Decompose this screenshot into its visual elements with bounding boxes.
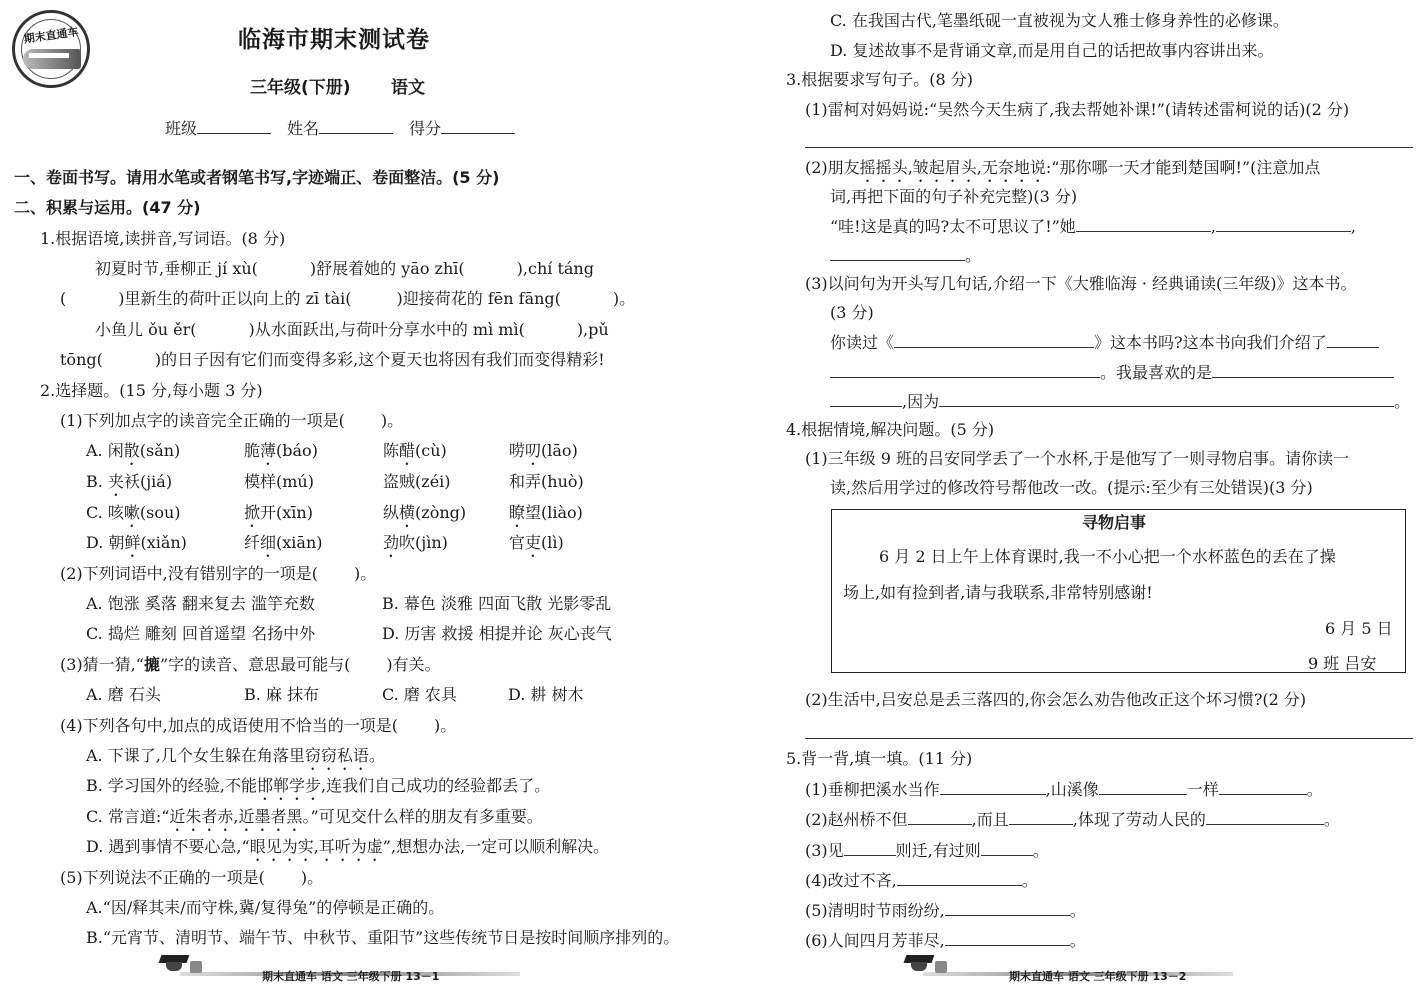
q2-2-option-b: B. 幕色 淡雅 四面飞散 光影零乱 <box>382 594 612 613</box>
q2-2-text: (2)下列词语中,没有错别字的一项是( <box>60 564 318 583</box>
q3-2-line-3 <box>830 215 1356 238</box>
q2-3-text: ”字的读音、意思最可能与( <box>159 655 351 674</box>
q2-1-option-cell <box>86 502 181 531</box>
logo-text: 期末直通车 <box>22 25 80 46</box>
q2-1-option-cell <box>86 532 187 561</box>
q2-5-text: )。 <box>300 868 324 887</box>
q2-2-option-c: C. 捣烂 雕刻 回首遥望 名扬中外 <box>86 624 316 643</box>
q5-blank[interactable] <box>945 929 1070 946</box>
score-blank[interactable] <box>441 117 515 134</box>
q1-text: ),pǔ <box>576 320 609 339</box>
q5-text: 。 <box>1306 780 1323 799</box>
q2-4-idiom: 近朱者赤,近墨者黑 <box>169 807 303 826</box>
q2-4-text: (4)下列各句中,加点的成语使用不恰当的一项是( <box>60 716 398 735</box>
q3-3-line-5 <box>830 390 1410 413</box>
q2-1-option-cell <box>509 471 584 500</box>
q2-1-option-text: (sǎn) <box>139 441 181 460</box>
q2-1-dotted-char: 薄 <box>260 441 277 460</box>
q2-1-option-text: 和 <box>509 472 526 491</box>
q5-blank[interactable] <box>1219 778 1307 795</box>
q2-1-dotted-char: 劲 <box>383 533 400 552</box>
q2-3-text: (3)猜一猜,“ <box>60 655 144 674</box>
q3-3-blank[interactable] <box>939 390 1394 407</box>
q2-1-option-text: B. <box>86 472 108 491</box>
q2-3-option-d: D. 耕 树木 <box>508 685 584 704</box>
q2-4-text: C. 常言道:“ <box>86 807 170 826</box>
q5-text: 。 <box>1032 841 1049 860</box>
q2-4-option-d <box>86 836 609 865</box>
q2-1-option-text: 样(mú) <box>260 472 314 491</box>
q1-text: )迎接荷花的 fēn fāng( <box>396 289 561 308</box>
q1-text: 小鱼儿 ǒu ěr( <box>95 320 197 339</box>
q2-1-option-cell <box>383 532 448 561</box>
q2-1-option-text: 盗 <box>383 472 400 491</box>
q3-3-text: 》这本书吗?这本书向我们介绍了 <box>1094 333 1327 352</box>
q3-3-text: 。我最喜欢的是 <box>1100 363 1213 382</box>
q2-1-dotted-char: 吏 <box>525 533 542 552</box>
q1-text: )。 <box>612 289 636 308</box>
notice-body-line-2: 场上,如有捡到者,请与我联系,非常特别感谢! <box>843 583 1153 602</box>
q2-1-dotted-char: 鲜 <box>124 533 141 552</box>
q1-line-2 <box>60 288 635 310</box>
q5-text: (1)垂柳把溪水当作 <box>805 780 940 799</box>
q5-blank[interactable] <box>1206 808 1324 825</box>
q2-5-option-d: D. 复述故事不是背诵文章,而是用自己的话把故事内容讲出来。 <box>830 41 1274 60</box>
q5-5 <box>805 899 1086 922</box>
q5-blank[interactable] <box>940 778 1046 795</box>
q2-4-option-a <box>86 745 385 774</box>
q5-text: (6)人间四月芳菲尽, <box>805 931 945 950</box>
q2-4-idiom: 窃窃私语 <box>304 746 369 765</box>
notice-signature: 9 班 吕安 <box>1308 654 1377 673</box>
q3-2-text: , <box>1350 217 1356 236</box>
q2-1-dotted-char: 瞭 <box>509 503 526 522</box>
class-field <box>165 117 271 140</box>
q2-1-option-cell <box>383 440 447 469</box>
page-footer-left: 期末直通车 语文 三年级下册 13－1 <box>262 970 440 983</box>
exam-title: 临海市期末测试卷 <box>238 27 430 53</box>
subject-label: 语文 <box>391 78 425 98</box>
q2-1-dotted-char: 细 <box>260 533 277 552</box>
q3-3-blank[interactable] <box>1327 331 1379 348</box>
q2-1-option-text: 官 <box>509 533 526 552</box>
q2-4-text: A. 下课了,几个女生躲在角落里 <box>86 746 305 765</box>
q2-4-idiom: 邯郸学步 <box>257 776 322 795</box>
q2-1-dotted-char: 醋 <box>399 441 416 460</box>
q1-line-4 <box>60 349 605 371</box>
q2-1-option-text: (báo) <box>276 441 318 460</box>
q2-heading: 2.选择题。(15 分,每小题 3 分) <box>40 381 263 400</box>
q5-text: 。 <box>1323 810 1340 829</box>
q2-1-option-cell <box>244 440 318 469</box>
q2-1-option-text: 纤 <box>244 533 261 552</box>
q2-1-option-text: 开(xīn) <box>260 503 313 522</box>
q3-1-stem: (1)雷柯对妈妈说:“吴然今天生病了,我去帮她补课!”(请转述雷柯说的话)(2 分) <box>805 100 1350 119</box>
q3-2-stem <box>805 157 1320 186</box>
q2-1-option-text: 纵 <box>383 503 400 522</box>
q2-1-option-text: (xiǎn) <box>140 533 187 552</box>
q2-4-text: 。 <box>368 746 385 765</box>
q2-1-option-text: 唠 <box>509 441 526 460</box>
q3-2-blank[interactable] <box>1216 215 1351 232</box>
q2-1-option-cell <box>383 471 451 500</box>
q3-3-text: ,因为 <box>902 392 940 411</box>
score-label: 得分 <box>409 119 442 138</box>
graduation-cap-icon <box>160 955 188 975</box>
q2-1-option-cell <box>244 471 314 500</box>
q2-4-stem <box>60 715 456 737</box>
q2-1-option-cell <box>509 440 578 469</box>
q5-text: ,体现了劳动人民的 <box>1072 810 1206 829</box>
q2-1-option-text: (sou) <box>139 503 181 522</box>
q2-2-option-a: A. 饱涨 奚落 翻来复去 滥竽充数 <box>86 594 315 613</box>
class-blank[interactable] <box>197 117 271 134</box>
q5-blank[interactable] <box>1009 808 1073 825</box>
q3-3-stem: (3)以问句为开头写几句话,介绍一下《大雅临海 · 经典诵读(三年级)》这本书。 <box>805 274 1357 293</box>
q5-6 <box>805 929 1086 952</box>
q5-text: (2)赵州桥不但 <box>805 810 908 829</box>
q1-line-3 <box>95 319 609 341</box>
q2-4-idiom: 眼见为实,耳听为虚 <box>249 837 383 856</box>
score-field <box>409 117 515 140</box>
q3-2-text: (2)朋友 <box>805 158 860 177</box>
q5-text: (5)清明时节雨纷纷, <box>805 901 945 920</box>
q2-1-option-text: 望(liào) <box>525 503 583 522</box>
q2-1-text: (1)下列加点字的读音完全正确的一项是( <box>60 411 345 430</box>
q1-text: )的日子因有它们而变得多彩,这个夏天也将因有我们而变得精彩! <box>154 350 605 369</box>
q2-4-text: ,连我们自己成功的经验都丢了。 <box>321 776 551 795</box>
q1-text: )舒展着她的 yāo zhī( <box>309 259 465 278</box>
q2-1-option-cell <box>244 502 313 531</box>
q5-2 <box>805 808 1340 831</box>
q3-3-stem-line-2: (3 分) <box>830 303 874 322</box>
q1-text: )里新生的荷叶正以向上的 zī tài( <box>118 289 352 308</box>
q5-text: 。 <box>1069 901 1086 920</box>
q2-2-text: )。 <box>354 564 377 583</box>
q2-1-option-cell <box>244 532 323 561</box>
notice-title: 寻物启事 <box>1082 513 1147 532</box>
q3-2-text: , <box>1210 217 1216 236</box>
q2-4-option-b <box>86 775 550 804</box>
q2-1-option-text: (zòng) <box>415 503 467 522</box>
page-footer-right: 期末直通车 语文 三年级下册 13－2 <box>1009 970 1187 983</box>
q2-1-dotted-char: 掀 <box>244 503 261 522</box>
q2-3-option-b: B. 麻 抹布 <box>244 685 320 704</box>
q2-3-option-c: C. 磨 农具 <box>382 685 457 704</box>
q2-5-option-b: B.“元宵节、清明节、端午节、中秋节、重阳节”这些传统节日是按时间顺序排列的。 <box>86 928 680 947</box>
q5-blank[interactable] <box>945 899 1070 916</box>
q3-3-blank[interactable] <box>894 331 1094 348</box>
q3-3-blank[interactable] <box>830 390 902 407</box>
q2-1-option-cell <box>86 471 172 500</box>
q5-text: ,山溪像 <box>1045 780 1099 799</box>
q3-1-answer-line[interactable] <box>805 147 1413 148</box>
q2-4-option-c <box>86 806 543 835</box>
q2-5-text: (5)下列说法不正确的一项是( <box>60 868 265 887</box>
q2-5-option-c: C. 在我国古代,笔墨纸砚一直被视为文人雅士修身养性的必修课。 <box>830 11 1289 30</box>
q5-blank[interactable] <box>897 869 1022 886</box>
q2-3-text: )有关。 <box>386 655 441 674</box>
q2-1-option-text: 袄(jiá) <box>123 472 173 491</box>
q5-4 <box>805 869 1038 892</box>
q4-2-answer-line[interactable] <box>805 738 1413 739</box>
q3-2-stem-line-2: 词,再把下面的句子补充完整)(3 分) <box>830 187 1078 206</box>
q2-1-option-text: (lāo) <box>541 441 578 460</box>
q3-3-text: 。 <box>1394 392 1411 411</box>
q3-3-line-4 <box>830 361 1394 384</box>
train-icon <box>23 49 81 69</box>
q2-1-option-text: 陈 <box>383 441 400 460</box>
q2-1-dotted-char: 夹 <box>107 472 124 491</box>
q2-1-dotted-char: 散 <box>123 441 140 460</box>
q3-2-text: :“那你哪一天才能到楚国啊!”(注意加点 <box>1045 158 1321 177</box>
q1-heading: 1.根据语境,读拼音,写词语。(8 分) <box>40 229 286 248</box>
section-2-heading: 二、积累与运用。(47 分) <box>14 198 201 217</box>
q2-1-dotted-char: 嗽 <box>123 503 140 522</box>
q2-2-option-d: D. 历害 救援 相提并论 灰心丧气 <box>382 624 612 643</box>
q2-1-option-text: 吹(jìn) <box>399 533 448 552</box>
gift-icon <box>190 961 202 973</box>
q1-text: ),chí táng <box>516 259 594 278</box>
q2-1-option-text: C. 咳 <box>86 503 124 522</box>
q1-line-1 <box>95 258 594 280</box>
q2-1-dotted-char: 叨 <box>525 441 542 460</box>
q3-heading: 3.根据要求写句子。(8 分) <box>786 70 974 89</box>
right-page <box>713 0 1426 1000</box>
q3-3-line-3 <box>830 331 1379 354</box>
name-label: 姓名 <box>287 119 320 138</box>
graduation-cap-icon <box>905 955 933 975</box>
q3-2-text: , <box>976 158 982 177</box>
q5-blank[interactable] <box>908 808 972 825</box>
class-label: 班级 <box>165 119 198 138</box>
grade-label: 三年级(下册) <box>250 78 351 98</box>
q5-text: (3)见 <box>805 841 844 860</box>
q2-1-option-cell <box>509 532 564 561</box>
q2-5-option-a: A.“因/释其耒/而守株,冀/复得兔”的停顿是正确的。 <box>86 898 445 917</box>
q2-1-text: )。 <box>380 411 404 430</box>
q2-1-option-text: (cù) <box>415 441 447 460</box>
q3-2-text: 。 <box>965 246 982 265</box>
q5-3 <box>805 839 1049 862</box>
q2-1-option-cell <box>86 440 180 469</box>
notice-date: 6 月 5 日 <box>1325 619 1393 638</box>
q5-text: 一样 <box>1186 780 1219 799</box>
q2-3-stem <box>60 654 441 676</box>
name-field <box>287 117 393 140</box>
q3-2-line-4 <box>830 244 981 267</box>
q1-text: )从水面跃出,与荷叶分享水中的 mì mì( <box>248 320 525 339</box>
q5-1 <box>805 778 1323 801</box>
q5-blank[interactable] <box>981 839 1033 856</box>
q2-2-stem <box>60 563 376 585</box>
q1-text: 初夏时节,垂柳正 jí xù( <box>95 259 258 278</box>
q3-2-blank[interactable] <box>1076 215 1211 232</box>
name-blank[interactable] <box>319 117 393 134</box>
q2-1-option-text: 脆 <box>244 441 261 460</box>
gift-icon <box>935 961 947 973</box>
q2-1-option-cell <box>383 502 466 531</box>
q3-3-blank[interactable] <box>1212 361 1394 378</box>
q3-2-dotted: 摇摇头 <box>859 158 908 177</box>
q2-1-dotted-char: 横 <box>399 503 416 522</box>
q2-1-option-text: (lì) <box>541 533 564 552</box>
q4-heading: 4.根据情境,解决问题。(5 分) <box>786 420 995 439</box>
q2-1-option-text: 弄(huò) <box>525 472 584 491</box>
q1-text: ( <box>60 289 67 308</box>
q5-text: ,而且 <box>971 810 1009 829</box>
q2-1-option-text: (xiān) <box>276 533 323 552</box>
q2-4-text: D. 遇到事情不要心急,“ <box>86 837 250 856</box>
q2-1-option-text: D. 朝 <box>86 533 125 552</box>
q1-text: tōng( <box>60 350 103 369</box>
q2-1-option-text: 贼(zéi) <box>399 472 451 491</box>
q3-2-blank[interactable] <box>830 244 965 261</box>
q5-heading: 5.背一背,填一填。(11 分) <box>786 749 973 768</box>
q5-text: 。 <box>1069 931 1086 950</box>
lost-notice-box <box>831 509 1406 673</box>
q3-2-text: , <box>907 158 913 177</box>
q3-2-dotted: 皱起眉头 <box>912 158 977 177</box>
q5-blank[interactable] <box>844 839 896 856</box>
q4-2-stem: (2)生活中,吕安总是丢三落四的,你会怎么劝告他改正这个坏习惯?(2 分) <box>805 690 1307 709</box>
q2-1-option-text: 模 <box>244 472 261 491</box>
q3-3-blank[interactable] <box>830 361 1100 378</box>
section-1-heading: 一、卷面书写。请用水笔或者钢笔书写,字迹端正、卷面整洁。(5 分) <box>14 168 500 187</box>
q2-1-option-cell <box>509 502 583 531</box>
q3-2-dotted: 无奈地说 <box>981 158 1046 177</box>
q2-5-stem <box>60 867 323 889</box>
q2-3-option-a: A. 磨 石头 <box>86 685 161 704</box>
q2-4-text: B. 学习国外的经验,不能 <box>86 776 258 795</box>
q2-1-stem <box>60 410 403 432</box>
q5-text: 。 <box>1021 871 1038 890</box>
q4-1-stem: (1)三年级 9 班的吕安同学丢了一个水杯,于是他写了一则寻物启事。请你读一 <box>805 449 1350 468</box>
q2-3-char: 摝 <box>143 655 160 674</box>
q2-1-option-text: A. 闲 <box>86 441 124 460</box>
notice-body-line-1: 6 月 2 日上午上体育课时,我一不小心把一个水杯蓝色的丢在了操 <box>879 547 1336 566</box>
q4-1-stem-line-2: 读,然后用学过的修改符号帮他改一改。(提示:至少有三处错误)(3 分) <box>830 478 1313 497</box>
q5-blank[interactable] <box>1099 778 1187 795</box>
train-window <box>29 53 69 58</box>
q2-4-text: 。”可见交什么样的朋友有多重要。 <box>302 807 543 826</box>
q2-4-text: )。 <box>434 716 457 735</box>
q2-4-text: ”,想想办法,一定可以顺利解决。 <box>382 837 610 856</box>
logo <box>12 10 90 88</box>
q5-text: (4)改过不吝, <box>805 871 897 890</box>
q3-2-text: “哇!这是真的吗?太不可思议了!”她 <box>830 217 1076 236</box>
q5-text: 则迁,有过则 <box>895 841 981 860</box>
q3-3-text: 你读过《 <box>830 333 895 352</box>
